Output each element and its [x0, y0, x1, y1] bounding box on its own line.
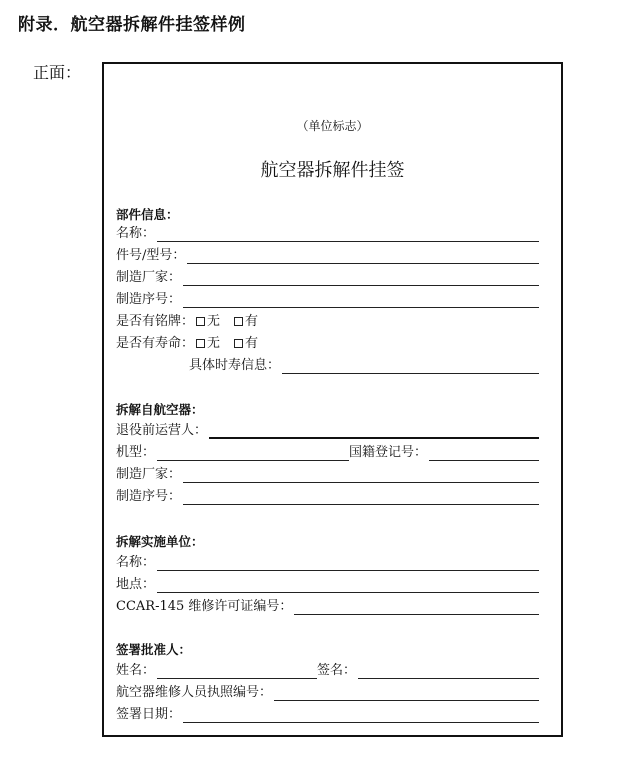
sign-date-label: 签署日期： — [116, 707, 182, 722]
nameplate-no-option[interactable]: 无 — [196, 313, 220, 330]
tag-card — [102, 62, 563, 737]
checkbox-icon[interactable] — [196, 339, 205, 348]
unit-name-row — [116, 553, 539, 571]
aircraft-serial-label: 制造序号： — [116, 489, 182, 504]
part-manufacturer-field[interactable] — [183, 272, 539, 286]
life-detail-label: 具体时寿信息： — [189, 358, 281, 373]
aircraft-model-field[interactable] — [157, 447, 349, 461]
part-model-label: 件号/型号： — [116, 248, 186, 263]
aircraft-model-label: 机型： — [116, 445, 156, 460]
life-detail-field[interactable] — [282, 360, 539, 374]
aircraft-heading: 拆解自航空器： — [116, 402, 204, 417]
aircraft-serial-field[interactable] — [183, 491, 539, 505]
unit-address-label: 地点： — [116, 577, 156, 592]
operator-row — [116, 421, 539, 439]
part-manufacturer-row — [116, 268, 539, 286]
sign-date-field[interactable] — [183, 709, 539, 723]
nameplate-row — [116, 312, 539, 330]
unit-license-row — [116, 597, 539, 615]
signature-field[interactable] — [358, 665, 539, 679]
card-title: 航空器拆解件挂签 — [260, 160, 405, 181]
aircraft-serial-row — [116, 487, 539, 505]
unit-heading: 拆解实施单位： — [116, 534, 204, 549]
approver-license-label: 航空器维修人员执照编号： — [116, 685, 273, 700]
model-registration-row — [116, 443, 539, 461]
unit-address-row — [116, 575, 539, 593]
part-model-row — [116, 246, 539, 264]
approver-heading: 签署批准人： — [116, 642, 192, 657]
nameplate-label: 是否有铭牌： — [116, 314, 195, 329]
unit-license-field[interactable] — [294, 601, 539, 615]
part-serial-field[interactable] — [183, 294, 539, 308]
aircraft-manufacturer-label: 制造厂家： — [116, 467, 182, 482]
life-yes-option[interactable]: 有 — [234, 335, 258, 352]
checkbox-icon[interactable] — [234, 339, 243, 348]
registration-field[interactable] — [429, 447, 539, 461]
life-label: 是否有寿命： — [116, 336, 195, 351]
operator-label: 退役前运营人： — [116, 423, 208, 438]
part-model-field[interactable] — [187, 250, 539, 264]
part-info-heading: 部件信息： — [116, 207, 179, 222]
signature-label: 签名： — [317, 663, 357, 678]
unit-name-field[interactable] — [157, 557, 539, 571]
life-detail-row — [189, 356, 539, 374]
part-name-row — [116, 224, 539, 242]
life-no-option[interactable]: 无 — [196, 335, 220, 352]
nameplate-yes-option[interactable]: 有 — [234, 313, 258, 330]
checkbox-icon[interactable] — [196, 317, 205, 326]
sign-date-row — [116, 705, 539, 723]
checkbox-icon[interactable] — [234, 317, 243, 326]
aircraft-manufacturer-field[interactable] — [183, 469, 539, 483]
approver-name-row — [116, 661, 539, 679]
approver-name-label: 姓名： — [116, 663, 156, 678]
part-serial-row — [116, 290, 539, 308]
part-manufacturer-label: 制造厂家： — [116, 270, 182, 285]
part-serial-label: 制造序号： — [116, 292, 182, 307]
approver-name-field[interactable] — [157, 665, 317, 679]
part-name-label: 名称： — [116, 226, 156, 241]
unit-license-label: CCAR-145 维修许可证编号： — [116, 599, 293, 614]
life-row — [116, 334, 539, 352]
unit-mark: （单位标志） — [296, 119, 369, 133]
aircraft-manufacturer-row — [116, 465, 539, 483]
unit-name-label: 名称： — [116, 555, 156, 570]
approver-license-field[interactable] — [274, 687, 539, 701]
operator-field[interactable] — [209, 424, 539, 439]
page-title: 附录．航空器拆解件挂签样例 — [18, 15, 246, 35]
approver-license-row — [116, 683, 539, 701]
front-side-label: 正面： — [33, 63, 82, 82]
part-name-field[interactable] — [157, 228, 539, 242]
unit-address-field[interactable] — [157, 579, 539, 593]
registration-label: 国籍登记号： — [349, 445, 428, 460]
